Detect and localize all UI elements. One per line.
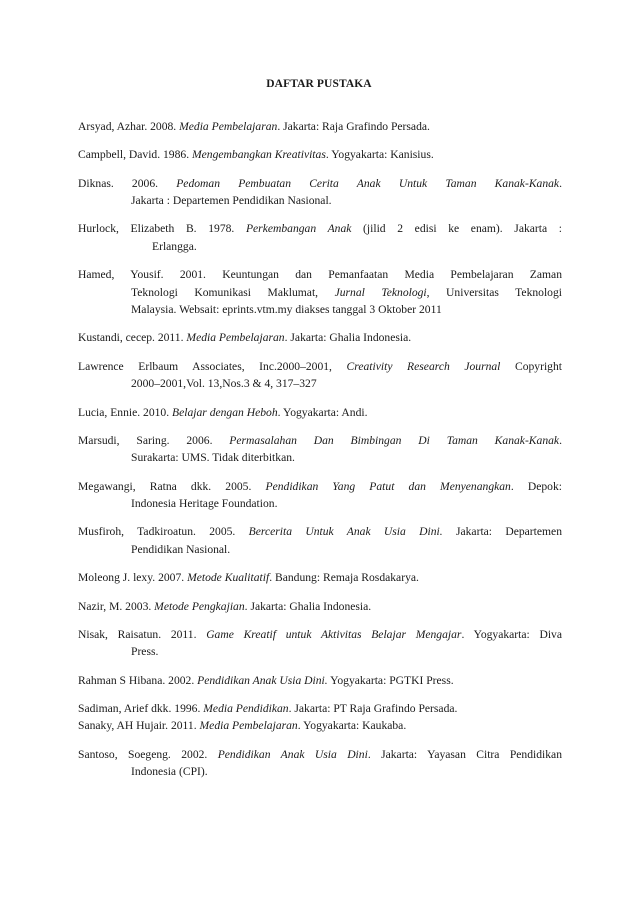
reference-entry	[78, 220, 562, 255]
reference-entry	[78, 700, 562, 718]
reference-line	[78, 375, 562, 393]
reference-text: Santoso, Soegeng. 2002.	[78, 747, 218, 761]
reference-entry	[78, 146, 562, 164]
reference-text: Hamed, Yousif. 2001. Keuntungan dan Pemanfaatan Media Pembelajaran Zaman	[78, 268, 562, 282]
reference-text: Hurlock, Elizabeth B. 1978.	[78, 222, 246, 236]
reference-line	[78, 238, 562, 256]
reference-text: . Jakarta: Ghalia Indonesia.	[244, 599, 372, 613]
reference-text: , Universitas Teknologi	[426, 285, 562, 299]
reference-title: Creativity Research Journal	[346, 359, 501, 373]
reference-text: . Bandung: Remaja Rosdakarya.	[269, 571, 419, 585]
reference-text: . Yogyakarta: Andi.	[277, 405, 368, 419]
reference-text: . Jakarta: PT Raja Grafindo Persada.	[288, 701, 458, 715]
reference-line	[78, 700, 562, 718]
reference-text: . Jakarta: Yayasan Citra Pendidikan	[367, 747, 562, 761]
reference-line	[78, 146, 562, 164]
reference-text: Campbell, David. 1986.	[78, 148, 192, 162]
reference-text: . Yogyakarta: Kaukaba.	[297, 719, 407, 733]
reference-line	[78, 626, 562, 644]
reference-title: Jurnal Teknologi	[334, 285, 427, 299]
reference-line	[78, 541, 562, 559]
reference-text: Rahman S Hibana. 2002.	[78, 673, 198, 687]
reference-text: . Yogyakarta: Kanisius.	[325, 148, 434, 162]
reference-title: Perkembangan Anak	[245, 222, 352, 236]
reference-title: Pendidikan Anak Usia Dini	[217, 747, 368, 761]
reference-entry	[78, 175, 562, 210]
reference-text: Kustandi, cecep. 2011.	[78, 331, 187, 345]
reference-title: Game Kreatif untuk Aktivitas Belajar Mengajar	[206, 627, 462, 641]
reference-line	[78, 495, 562, 513]
reference-entry	[78, 266, 562, 319]
reference-text: Lawrence Erlbaum Associates, Inc.2000–2001,	[78, 359, 347, 373]
reference-entry	[78, 598, 562, 616]
reference-text: Musfiroh, Tadkiroatun. 2005.	[78, 525, 249, 539]
reference-line	[78, 746, 562, 764]
reference-title: Metode Kualitatif	[187, 571, 270, 585]
reference-line	[78, 478, 562, 496]
reference-line	[78, 432, 562, 450]
reference-entry	[78, 404, 562, 422]
reference-entry	[78, 432, 562, 467]
reference-text: . Depok:	[510, 479, 563, 493]
reference-text: Marsudi, Saring. 2006.	[78, 433, 230, 447]
reference-entry	[78, 626, 562, 661]
reference-text: .	[559, 433, 562, 447]
reference-title: Permasalahan Dan Bimbingan Di Taman Kanak-Kanak	[229, 433, 560, 447]
page-title: DAFTAR PUSTAKA	[266, 78, 372, 90]
reference-title: Media Pendidikan	[203, 701, 289, 715]
reference-entry	[78, 118, 562, 136]
reference-text: Indonesia Heritage Foundation.	[131, 497, 278, 511]
reference-line	[78, 404, 562, 422]
reference-text: 2000–2001,Vol. 13,Nos.3 & 4, 317–327	[131, 377, 317, 391]
reference-text: Yogyakarta: PGTKI Press.	[327, 673, 454, 687]
reference-line	[78, 449, 562, 467]
reference-line	[78, 266, 562, 284]
reference-line	[78, 717, 562, 735]
reference-title: Pendidikan Anak Usia Dini.	[197, 673, 328, 687]
reference-text: Jakarta : Departemen Pendidikan Nasional.	[131, 194, 332, 208]
reference-text: Teknologi Komunikasi Maklumat,	[131, 285, 335, 299]
reference-line	[78, 284, 562, 302]
reference-text: Erlangga.	[152, 239, 197, 253]
reference-line	[78, 523, 562, 541]
reference-line	[78, 329, 562, 347]
reference-text: (jilid 2 edisi ke enam). Jakarta :	[351, 222, 562, 236]
reference-line	[78, 643, 562, 661]
reference-text: Megawangi, Ratna dkk. 2005.	[78, 479, 266, 493]
reference-entry	[78, 358, 562, 393]
reference-text: Nisak, Raisatun. 2011.	[78, 627, 207, 641]
reference-text: Malaysia. Websait: eprints.vtm.my diakses tanggal 3 Oktober 2011	[131, 303, 442, 317]
reference-entry	[78, 523, 562, 558]
reference-text: Sanaky, AH Hujair. 2011.	[78, 719, 200, 733]
reference-line	[78, 192, 562, 210]
reference-entry	[78, 329, 562, 347]
reference-entry	[78, 746, 562, 781]
reference-title: Media Pembelajaran	[186, 331, 285, 345]
reference-line	[78, 175, 562, 193]
reference-text: Lucia, Ennie. 2010.	[78, 405, 173, 419]
reference-list	[78, 118, 562, 792]
reference-line	[78, 118, 562, 136]
reference-text: Indonesia (CPI).	[131, 765, 208, 779]
reference-line	[78, 569, 562, 587]
reference-title: Media Pembelajaran	[179, 120, 278, 133]
reference-line	[78, 301, 562, 319]
reference-text: Moleong J. lexy. 2007.	[78, 571, 188, 585]
reference-title: Bercerita Untuk Anak Usia Dini.	[248, 525, 443, 539]
reference-text: Jakarta: Departemen	[442, 525, 562, 539]
reference-text: . Jakarta: Raja Grafindo Persada.	[277, 120, 430, 133]
reference-line	[78, 672, 562, 690]
reference-text: Diknas. 2006.	[78, 176, 177, 190]
reference-text: .	[559, 176, 562, 190]
reference-text: Nazir, M. 2003.	[78, 599, 155, 613]
reference-title: Metode Pengkajian	[154, 599, 245, 613]
reference-title: Media Pembelajaran	[199, 719, 298, 733]
reference-title: Mengembangkan Kreativitas	[192, 148, 326, 162]
reference-title: Pendidikan Yang Patut dan Menyenangkan	[265, 479, 511, 493]
reference-entry	[78, 569, 562, 587]
reference-text: Copyright	[500, 359, 563, 373]
reference-line	[78, 763, 562, 781]
reference-line	[78, 598, 562, 616]
reference-entry	[78, 717, 562, 735]
reference-line	[78, 220, 562, 238]
reference-text: Pendidikan Nasional.	[131, 542, 231, 556]
reference-text: Sadiman, Arief dkk. 1996.	[78, 701, 204, 715]
reference-entry	[78, 478, 562, 513]
reference-text: . Yogyakarta: Diva	[461, 627, 562, 641]
reference-text: Surakarta: UMS. Tidak diterbitkan.	[131, 451, 295, 465]
reference-text: . Jakarta: Ghalia Indonesia.	[284, 331, 412, 345]
reference-text: Press.	[131, 645, 159, 659]
reference-title: Pedoman Pembuatan Cerita Anak Untuk Taman Kanak-Kanak	[176, 176, 560, 190]
reference-text: Arsyad, Azhar. 2008.	[78, 120, 180, 133]
reference-title: Belajar dengan Heboh	[172, 405, 278, 419]
reference-line	[78, 358, 562, 376]
reference-entry	[78, 672, 562, 690]
